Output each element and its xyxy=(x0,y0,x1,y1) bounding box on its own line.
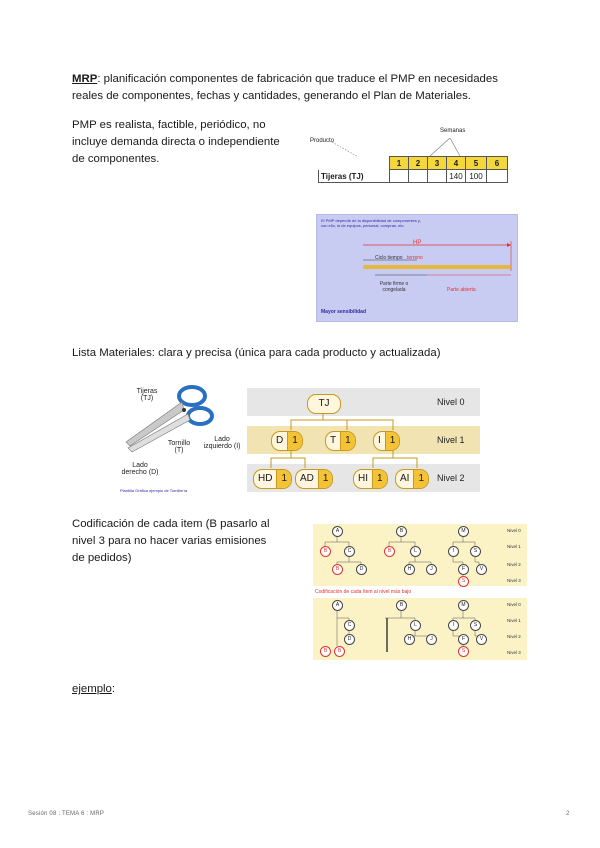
coding-line3: de pedidos) xyxy=(72,552,132,564)
coding-node: A xyxy=(332,526,343,537)
coding-level-label: Nivel 0 xyxy=(507,528,521,533)
coding-node: D xyxy=(356,564,367,575)
coding-paragraph xyxy=(72,516,302,567)
period-cell: 4 xyxy=(447,157,466,170)
coding-caption: Codificación de cada ítem al nivel más bajo xyxy=(315,589,412,595)
node-key: AI xyxy=(400,473,410,484)
value-cell xyxy=(487,170,508,183)
node-key: I xyxy=(378,435,381,446)
coding-node: B xyxy=(396,600,407,611)
coding-node: F xyxy=(458,564,469,575)
coding-node: D xyxy=(344,634,355,645)
coding-node: S xyxy=(458,646,469,657)
tree-node xyxy=(295,469,333,489)
planning-horizon-figure xyxy=(316,214,518,322)
coding-node: S xyxy=(470,546,481,557)
coding-line1: Codificación de cada item (B pasarlo al xyxy=(72,518,270,530)
coding-level-label: Nivel 3 xyxy=(507,650,521,655)
coding-node: J xyxy=(426,564,437,575)
node-qty: 1 xyxy=(276,470,291,488)
coding-node: L xyxy=(410,620,421,631)
weeks-label: Semanas xyxy=(440,128,466,134)
coding-node: F xyxy=(458,634,469,645)
tree-node xyxy=(373,431,400,451)
coding-node: I xyxy=(448,620,459,631)
coding-node: V xyxy=(476,634,487,645)
mrp-term: MRP xyxy=(72,73,98,85)
tree-node xyxy=(271,431,303,451)
coding-level-label: Nivel 1 xyxy=(507,544,521,549)
period-cell: 5 xyxy=(466,157,487,170)
period-cell: 6 xyxy=(487,157,508,170)
coding-node: B xyxy=(384,546,395,557)
low-level-coding-figure xyxy=(313,518,527,660)
bill-of-materials-tree xyxy=(247,378,480,496)
node-qty: 1 xyxy=(372,470,387,488)
pmp-paragraph xyxy=(72,117,302,168)
coding-level-label: Nivel 3 xyxy=(507,578,521,583)
pmp-line1: PMP es realista, factible, periódico, no xyxy=(72,119,266,131)
coding-node: S xyxy=(470,620,481,631)
row-label: Tijeras (TJ) xyxy=(319,170,390,183)
tree-node xyxy=(395,469,429,489)
pmp-schedule-figure xyxy=(310,128,530,188)
scissors-figure xyxy=(118,380,246,496)
footer-left: Sesión 08 : TEMA 6 : MRP xyxy=(28,811,105,817)
coding-line2: nivel 3 para no hacer varias emisiones xyxy=(72,535,267,547)
coding-level-label: Nivel 2 xyxy=(507,634,521,639)
node-key: HI xyxy=(358,473,368,484)
scissors-caption: Plantilla Gráfica ejemplo de Tornillería xyxy=(120,488,188,493)
coding-node: V xyxy=(476,564,487,575)
scissors-label: Tijeras (TJ) xyxy=(136,388,158,402)
intro-paragraph xyxy=(72,71,542,105)
period-cell: 2 xyxy=(409,157,428,170)
node-key: T xyxy=(330,435,337,446)
coding-node: H xyxy=(404,634,415,645)
horizon-note: El PMP depende de la disponibilidad de componentes y, con ello, la de equipos, personal, compras, etc. xyxy=(321,218,421,228)
coding-node: M xyxy=(458,526,469,537)
coding-node: M xyxy=(458,600,469,611)
example-label: ejemplo: xyxy=(72,683,116,695)
node-qty: 1 xyxy=(340,432,355,450)
coding-node: B xyxy=(320,546,331,557)
coding-level-label: Nivel 1 xyxy=(507,618,521,623)
horizon-bar xyxy=(363,265,511,269)
schedule-corner xyxy=(319,157,390,170)
coding-node: B xyxy=(334,646,345,657)
coding-node: L xyxy=(410,546,421,557)
coding-node: I xyxy=(448,546,459,557)
frozen-label: Parte firme o congelada xyxy=(379,281,409,293)
node-qty: 1 xyxy=(385,432,400,450)
node-key: TJ xyxy=(318,398,330,409)
page-number: 2 xyxy=(566,811,570,817)
right-side-label: Lado derecho (D) xyxy=(121,462,159,476)
coding-node: B xyxy=(332,564,343,575)
open-label: Parte abierta xyxy=(447,287,476,293)
tree-node xyxy=(353,469,388,489)
coding-level-label: Nivel 0 xyxy=(507,602,521,607)
level0-label: Nivel 0 xyxy=(437,397,465,407)
cycle-label: Ciclo tiempo xyxy=(375,255,403,261)
coding-node: J xyxy=(426,634,437,645)
value-cell: 100 xyxy=(466,170,487,183)
coding-node: B xyxy=(320,646,331,657)
coding-node: B xyxy=(396,526,407,537)
node-qty: 1 xyxy=(318,470,333,488)
coding-node: S xyxy=(458,576,469,587)
firm-label: terreno xyxy=(407,255,423,261)
value-cell xyxy=(409,170,428,183)
sensitivity-label: Mayor sensibilidad xyxy=(321,309,367,315)
coding-level-label: Nivel 2 xyxy=(507,562,521,567)
tree-node xyxy=(253,469,292,489)
pmp-line2: incluye demanda directa o independiente xyxy=(72,136,280,148)
period-cell: 1 xyxy=(390,157,409,170)
period-cell: 3 xyxy=(428,157,447,170)
example-text: ejemplo xyxy=(72,683,112,695)
tree-node-tj xyxy=(307,394,341,414)
value-cell: 140 xyxy=(447,170,466,183)
coding-node: C xyxy=(344,620,355,631)
schedule-table xyxy=(318,156,508,183)
product-label: Producto xyxy=(310,138,335,144)
level2-label: Nivel 2 xyxy=(437,473,465,483)
value-cell xyxy=(390,170,409,183)
level1-label: Nivel 1 xyxy=(437,435,465,445)
hp-label: HP xyxy=(413,240,422,246)
materials-heading: Lista Materiales: clara y precisa (única para cada producto y actualizada) xyxy=(72,347,441,359)
tree-node xyxy=(325,431,356,451)
intro-line2: reales de componentes, fechas y cantidades, generando el Plan de Materiales. xyxy=(72,90,471,102)
node-qty: 1 xyxy=(287,432,302,450)
node-key: AD xyxy=(300,473,314,484)
intro-line1: : planificación componentes de fabricación que traduce el PMP en necesidades xyxy=(97,73,498,85)
value-cell xyxy=(428,170,447,183)
screw-label: Tornillo (T) xyxy=(167,440,191,454)
pmp-line3: de componentes. xyxy=(72,153,160,165)
node-key: D xyxy=(276,435,284,446)
coding-node: C xyxy=(344,546,355,557)
node-key: HD xyxy=(258,473,273,484)
coding-node: A xyxy=(332,600,343,611)
left-side-label: Lado izquierdo (I) xyxy=(203,436,241,450)
coding-node: H xyxy=(404,564,415,575)
node-qty: 1 xyxy=(413,470,428,488)
